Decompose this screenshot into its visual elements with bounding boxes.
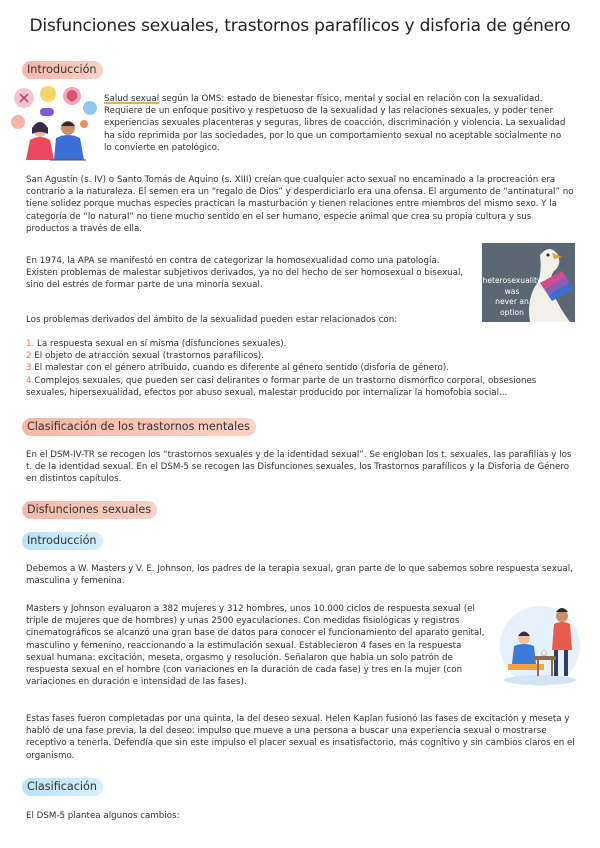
disfunciones-paragraph-1: Debemos a W. Masters y V. E. Johnson, los padres de la terapia sexual, gran parte de lo que sabemos sobre respuesta sexual, masculina y femenina.	[26, 564, 573, 587]
intro-paragraph-1-text: según la OMS: estado de bienestar físico, mental y social en relación con la sexualidad. Requiere de un enfoque positivo y respetuoso de la sexualidad y las relaciones sexuales, y poder tener experiencias sexuales placenteras y seguras, libres de coacción, discriminación y violencia. La sexualidad ha sido reprimida por las sociedades, por lo que un comportamiento sexual no aceptable socialmente no lo convierte en patológico.	[104, 94, 566, 153]
list-item	[26, 350, 576, 362]
intro-paragraph-3: En 1974, la APA se manifestó en contra de categorizar la homosexualidad como una patología. Existen problemas de malestar subjetivos derivados, ya no del hecho de ser homosexual o bisexual, sino del estrés de formar parte de una minoría sexual.	[26, 256, 464, 291]
list-number: 1.	[26, 339, 35, 349]
list-number: 2.	[26, 351, 35, 362]
intro-paragraph-4: Los problemas derivados del ámbito de la sexualidad pueden estar relacionados con:	[26, 315, 398, 325]
heading-clasificacion-2: Clasificación	[22, 778, 103, 796]
list-item	[26, 362, 576, 374]
list-number: 3.	[26, 363, 35, 374]
page-title: Disfunciones sexuales, trastornos parafílicos y disforia de género	[29, 16, 571, 36]
intro-paragraph-1	[104, 93, 570, 154]
heading-introduccion: Introducción	[22, 61, 103, 79]
list-number: 4.	[26, 375, 35, 386]
goose-caption-line-2: was	[504, 286, 520, 296]
sexual-health-illustration	[10, 84, 100, 166]
disfunciones-paragraph-2: Masters y Johnson evaluaron a 382 mujeres y 312 hombres, unos 10.000 ciclos de respuesta sexual (el triple de mujeres que de hombres) y unas 2500 eyaculaciones. Con medidas fisiológicas y registros cinematográficos se alcanzó una gran base de datos para conocer el funcionamiento del aparato genital, masculino y femenino, reaccionando a la estimulación sexual. Establecieron 4 fases en la respuesta sexual humana: excitación, meseta, orgasmo y resolución. Señalaron que había un solo patrón de respuesta sexual en el hombre (con variaciones en la duración de cada fase) y tres en la mujer (con variaciones en duración e intensidad de las fases).	[26, 604, 485, 688]
list-text: Complejos sexuales, que pueden ser casi delirantes o formar parte de un trastorno dismórfico corporal, obsesiones sexuales, hipersexualidad, efectos por abuso sexual, malestar producido por internalizar la homofobia social...	[26, 375, 537, 398]
list-text: El malestar con el género atribuido, cuando es diferente al género sentido (disforia de género).	[34, 363, 449, 374]
goose-caption-line-3: never an option	[495, 297, 529, 317]
list-text: La respuesta sexual en sí misma (disfunciones sexuales).	[34, 339, 287, 349]
heading-introduccion-2: Introducción	[22, 532, 103, 550]
therapy-session-illustration	[494, 598, 586, 690]
goose-caption-line-1: heterosexuality	[482, 276, 542, 285]
disfunciones-paragraph-3: Estas fases fueron completadas por una quinta, la del deseo sexual. Helen Kaplan fusionó las fases de excitación y meseta y habló de una fase previa, la del deseo: impulso que mueve a una persona a buscar una experiencia sexual o mostrarse receptivo a tenerla. Defendía que sin este impulso el placer sexual es insatisfactorio, más cognitivo y sin cambios claros en el organismo.	[26, 714, 575, 761]
goose-meme-image	[482, 243, 575, 322]
heading-clasificacion-trastornos: Clasificación de los trastornos mentales	[22, 418, 256, 436]
clasificacion-paragraph: En el DSM-IV-TR se recogen los “trastornos sexuales y de la identidad sexual”. Se engloban los t. sexuales, las parafilias y los t. de la identidad sexual. En el DSM-5 se recogen las Disfunciones sexuales, los Trastornos parafílicos y la Disforia de Género en distintos capítulos.	[26, 450, 572, 485]
salud-sexual-term: Salud sexual	[104, 94, 160, 104]
list-item	[26, 338, 576, 350]
intro-paragraph-2: San Agustín (s. IV) o Santo Tomás de Aquino (s. XIII) creían que cualquier acto sexual no encaminado a la procreación era contrario a la naturaleza. El semen era un “regalo de Dios” y desperdiciarlo era una ofensa. El argumento de “antinatural” no tiene solidez porque muchas especies practican la masturbación y tienen relaciones entre miembros del mismo sexo. Y la categoría de “lo natural” no tiene mucho sentido en el ser humano, especie animal que crea su propia cultura y sus productos a través de ella.	[26, 175, 574, 234]
list-item	[26, 375, 576, 399]
problems-list	[26, 338, 576, 399]
heading-disfunciones-sexuales: Disfunciones sexuales	[22, 501, 157, 519]
list-text: El objeto de atracción sexual (trastornos parafílicos).	[34, 351, 264, 362]
clasificacion-2-paragraph: El DSM-5 plantea algunos cambios:	[26, 811, 180, 821]
